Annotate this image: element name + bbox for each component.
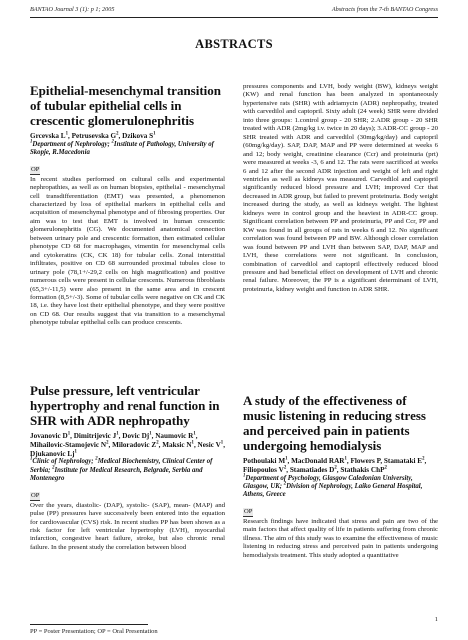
congress-name: Abstracts from the 7-th BANTAO Congress	[331, 6, 438, 13]
abstract-body: Research findings have indicated that stress and pain are two of the main factors that affect quality of life in patients suffering from chronic illness. The aim of this study was to examine the effectiveness of music listening in reducing stress and perceived pain in patients undergoing hemodialysis treatment. This study adopted a quantitative	[243, 517, 438, 559]
abstract-affiliations: $^1$Clinic of Nephrology; $^2$Medical Biochemistry, Clinical Center of Serbia; $^2$Institute for Medical Research, Belgrade, Serbia and Montenegro	[30, 457, 213, 483]
abstract-2-continued	[243, 83, 438, 294]
abstract-2	[30, 383, 225, 552]
abstract-3	[243, 393, 438, 560]
abstract-affiliations: $^1$Department of Psychology, Glasgow Caledonian University, Glasgow, UK; $^2$Division of Nephrology, Laiko General Hospital, Athens, Greece	[243, 473, 423, 499]
page-number: 1	[434, 616, 438, 623]
abstract-title: A study of the effectiveness of music listening in reducing stress and perceived pain in patients undergoing hemodialysis	[243, 393, 426, 453]
abstract-body: Over the years, diastolic- (DAP), systolic- (SAP), mean- (MAP) and pulse (PP) pressures have successively been entered into the equation for cardiovascular (CVS) risk. In recent studies PP has been shown as a risk factor for left ventricular hypertrophy (LVH), myocardial infarction, congestive heart failure, stroke, but also chronic renal failure. In the present study the correlation between blood	[30, 501, 225, 551]
header-rule	[30, 17, 438, 18]
presentation-type-badge: OP	[244, 507, 253, 515]
abstract-body: In recent studies performed on cultural cells and experimental nephropathies, as well as on human biopsies, epithelial - mesenchymal cell transdifferentiation (EMT) was presented, a phenomenon characterized by loss of epithelial markers in epithelial cells and acquisition of mesenchymal phenotype and of fibrosing properties. Our aim was to test that EMT is involved in human crescentic glomerulonephritis (CG). We documented anatomical connection between urinary pole and crescentic formation, then estimated cellular phenotype CD 68 for macrophages, vimentin for mesenchymal cells and cytokeratins (CK, CK 18) for tubular cells. Zonal interstitial infiltrates, positive on CD 68 surrounded proximal tubules close to urinary pole (78,1+/-29,2 cells on high magnification) and positive numerous cells were present in cellular crescents. Numerous fibroblasts (65,3+/-11,5) were also present in the same area and in crescent formation (8,5+/-3). Some of tubular cells were negative on CK and CK 18, i.e. they have lost their epithelial phenotype, and they were positive on CD 68. Our results suggest that via transition to a mesenchymal phenotype tubular epithelial cells can produce crescents.	[30, 175, 225, 327]
abstract-affiliations: $^1$Department of Nephrology; $^2$Institute of Pathology, University of Skopje, R.Macedonia	[30, 139, 214, 157]
abstract-body-continued: pressures components and LVH, body weight (BW), kidneys weight (KW) and renal function has been analyzed in spontaneously hypertensive rats (SHR) with adriamycin (ADR) nephropathy, treated with carvedilol and captopril. Sixty adult (24 week) SHR were divided into three groups: 1.control group - 20 SHR; 2.ADR group - 20 SHR treated with ADR (2mg/kg i.v. twice in 20 days); 3.ADR-CC group - 20 SHR treated with ADR and carvedilol (30mg/kg/day) and captopril (60mg/kg/day). SAP, DAP, MAP and PP were determined at weeks 6 and 12; body weight, creatinine clearance (Ccr) and proteinuria (prt) were measured at weeks -3, 6 and 12. The rats were sacrificed at weeks 6 and 12 after the second ADR injection and weight of left and right ventricles as well as kidneys was measured. Carvedilol and captopril significantly reduced blood pressure and LVH; improved Ccr that decreased in ADR group, but failed to prevent proteinuria. Body weight increased during the study, as well as kidneys weight. The lightest kidneys were in control group and the heaviest in ADR-CC group. Significant correlation between PP and proteinuria, PP and Ccr, PP and KW was found in all groups of rats in weeks 6 and 12. No significant correlation was found between PP and BW. Although closer correlation was found between PP and LVH than between SAP, DAP, MAP and LVH, these correlations were not significant. In conclusion, combination of carvedilol and captopril effectively reduced blood pressure and had beneficial effect on development of LVH and chronic renal failure. Moreover, the PP is a significant determinant of LVH, proteinuria, kidney weight and function in ADR SHR.	[243, 83, 438, 293]
journal-citation: BANTAO Journal 3 (1): p 1; 2005	[30, 6, 115, 13]
footer-rule	[30, 624, 148, 625]
abstract-title: Epithelial-mesenchymal transition of tubular epithelial cells in crescentic glomerulonephritis	[30, 83, 222, 128]
footer-legend: PP = Poster Presentation; OP = Oral Presentation	[30, 628, 158, 635]
presentation-type-badge: OP	[31, 491, 40, 499]
abstract-title: Pulse pressure, left ventricular hypertrophy and renal function in SHR with ADR nephropathy	[30, 383, 220, 428]
abstract-authors: Jovanovic $D^1$, Dimitrijevic $J^1$, Dovic Dj$^1$, Naumovic $R^1$, Mihailovic-Stamojevic $N^2$, Miloradovic $Z^2$, Maksic $N^1$, Nesic $V^1$, Djukanovic Lj$^1$	[30, 431, 225, 458]
page-title: ABSTRACTS	[195, 37, 273, 51]
abstract-authors: Grcevska $L^1$, Petrusevska $G^2$, Dzikova $S^1$	[30, 131, 156, 140]
running-head	[30, 6, 438, 16]
abstract-authors: Pothoulaki $M^1$, MacDonald RAR$^1$, Flowers P, Stamataki $E^2$, Filiopoulos $V^2$, Stamatiades $D^2$, Stathakis ChP$^2$	[243, 456, 427, 474]
presentation-type-badge: OP	[31, 165, 40, 173]
abstract-1	[30, 83, 225, 328]
